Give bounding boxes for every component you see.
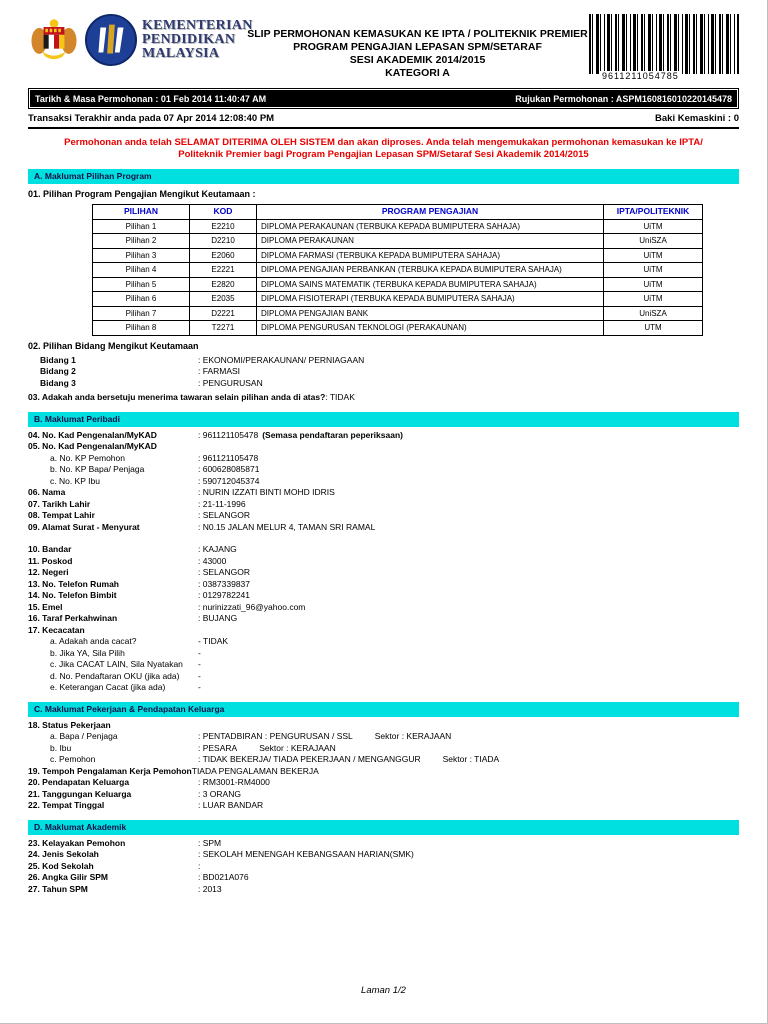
program-cell: DIPLOMA FARMASI (TERBUKA KEPADA BUMIPUTERA SAHAJA) (257, 248, 604, 263)
program-cell: UTM (604, 321, 703, 336)
program-cell: D2210 (190, 234, 257, 249)
acceptance-notice: Permohonan anda telah SELAMAT DITERIMA OLEH SISTEM dan akan diproses. Anda telah mengemukakan permohonan kemasukan ke IPTA/ Politeknik Premier bagi Program Pengajian Lepasan SPM/Setaraf Sesi Akademik 2014/2015 (64, 137, 703, 160)
program-cell: D2221 (190, 306, 257, 321)
field-row (28, 522, 739, 534)
field-value: : BD021A076 (198, 872, 249, 882)
program-cell: Pilihan 2 (93, 234, 190, 249)
field-value: : PENGURUSAN (198, 377, 263, 388)
field-row (28, 884, 739, 896)
title-line: SESI AKADEMIK 2014/2015 (349, 54, 486, 66)
q02-label: 02. Pilihan Bidang Mengikut Keutamaan (28, 340, 199, 351)
field-row (28, 625, 739, 637)
program-table-body (93, 219, 703, 335)
application-datetime: Tarikh & Masa Permohonan : 01 Feb 2014 11:40:47 AM (35, 94, 267, 104)
field-label: Bidang 3 (40, 377, 76, 388)
program-cell: UiTM (604, 277, 703, 292)
program-table-header: KOD (190, 205, 257, 220)
ministry-emblem-icon (85, 14, 137, 66)
field-label: Bidang 1 (40, 354, 76, 365)
field-row (28, 766, 739, 778)
field-row (28, 636, 739, 648)
program-cell: Pilihan 6 (93, 292, 190, 307)
barcode-bars-icon (589, 14, 739, 74)
program-cell: E2221 (190, 263, 257, 278)
field-value: : TIDAK BEKERJA/ TIADA PEKERJAAN / MENGANGGUR (198, 754, 421, 764)
malaysia-coat-of-arms-icon (28, 16, 80, 64)
document-title (246, 14, 589, 80)
section-a-header: A. Maklumat Pilihan Program (28, 169, 739, 184)
barcode (589, 14, 739, 80)
field-label: 06. Nama (28, 487, 66, 497)
field-value: : 0129782241 (198, 590, 250, 600)
field-label: 20. Pendapatan Keluarga (28, 777, 130, 787)
field-label: c. No. KP Ibu (50, 475, 100, 486)
program-cell: E2210 (190, 219, 257, 234)
section-c-header: C. Maklumat Pekerjaan & Pendapatan Keluarga (28, 702, 739, 717)
barcode-number: 9611211054785 (599, 71, 682, 81)
field-label: 15. Emel (28, 601, 63, 612)
field-row (28, 872, 739, 884)
field-value-secondary: Sektor : TIADA (442, 754, 500, 764)
field-value: : 961121105478 (198, 429, 259, 440)
ministry-name-line: PENDIDIKAN (142, 32, 236, 47)
program-cell: Pilihan 3 (93, 248, 190, 263)
program-cell: UiTM (604, 248, 703, 263)
field-label: d. No. Pendaftaran OKU (jika ada) (50, 670, 180, 681)
ministry-name-line: MALAYSIA (142, 46, 220, 61)
field-row (28, 682, 739, 694)
field-row (28, 613, 739, 625)
program-table-header: PILIHAN (93, 205, 190, 220)
academic-fields (28, 838, 739, 896)
document-header (28, 14, 739, 80)
field-row (28, 849, 739, 861)
program-cell: DIPLOMA PENGAJIAN PERBANKAN (TERBUKA KEPADA BUMIPUTERA SAHAJA) (257, 263, 604, 278)
page-number: Laman 1/2 (361, 985, 406, 996)
field-value: : nurinizzati_96@yahoo.com (198, 601, 306, 612)
field-label: 08. Tempat Lahir (28, 510, 95, 520)
field-row (28, 777, 739, 789)
field-row (28, 430, 739, 442)
field-row (28, 499, 739, 511)
field-label: b. Jika YA, Sila Pilih (50, 647, 125, 658)
program-cell: E2060 (190, 248, 257, 263)
updates-remaining: Baki Kemaskini : 0 (655, 113, 739, 124)
field-label: 16. Taraf Perkahwinan (28, 613, 118, 623)
field-row (28, 355, 739, 367)
program-cell: DIPLOMA PENGAJIAN BANK (257, 306, 604, 321)
field-label: 21. Tanggungan Keluarga (28, 788, 132, 799)
field-row (28, 800, 739, 812)
title-line: PROGRAM PENGAJIAN LEPASAN SPM/SETARAF (293, 41, 542, 53)
field-label: 24. Jenis Sekolah (28, 849, 99, 859)
program-cell: UniSZA (604, 306, 703, 321)
field-label: 04. No. Kad Pengenalan/MyKAD (28, 429, 157, 440)
program-cell: Pilihan 8 (93, 321, 190, 336)
field-label: 05. No. Kad Pengenalan/MyKAD (28, 441, 157, 451)
field-value: : FARMASI (198, 366, 241, 376)
field-label: 09. Alamat Surat - Menyurat (28, 521, 140, 532)
field-row (28, 602, 739, 614)
application-info-bar (28, 88, 739, 109)
field-value: : 3 ORANG (198, 788, 241, 799)
program-cell: T2271 (190, 321, 257, 336)
field-value: TIADA PENGALAMAN BEKERJA (191, 765, 319, 776)
field-value: - (198, 659, 201, 669)
field-label: a. Bapa / Penjaga (50, 731, 118, 741)
program-row (93, 248, 703, 263)
field-row (28, 510, 739, 522)
field-note: (Semasa pendaftaran peperiksaan) (262, 429, 403, 440)
field-value: - (198, 670, 201, 681)
field-label: 13. No. Telefon Rumah (28, 578, 119, 589)
field-value: : BUJANG (198, 613, 238, 623)
program-cell: Pilihan 1 (93, 219, 190, 234)
field-value: : PENTADBIRAN : PENGURUSAN / SSL (198, 731, 353, 741)
field-value: : 21-11-1996 (198, 498, 246, 509)
program-cell: DIPLOMA PERAKAUNAN (257, 234, 604, 249)
field-label: a. Adakah anda cacat? (50, 636, 137, 646)
field-row (28, 487, 739, 499)
last-transaction: Transaksi Terakhir anda pada 07 Apr 2014 12:08:40 PM (28, 113, 275, 124)
field-label: Bidang 2 (40, 366, 76, 376)
field-value: : (198, 860, 201, 871)
divider (28, 127, 739, 129)
program-cell: DIPLOMA PERAKAUNAN (TERBUKA KEPADA BUMIPUTERA SAHAJA) (257, 219, 604, 234)
field-value-secondary: Sektor : KERAJAAN (259, 742, 336, 753)
program-cell: E2035 (190, 292, 257, 307)
field-row (28, 659, 739, 671)
section-b-header: B. Maklumat Peribadi (28, 412, 739, 427)
program-row (93, 219, 703, 234)
field-value: - (198, 682, 201, 692)
program-row (93, 234, 703, 249)
field-value: : NURIN IZZATI BINTI MOHD IDRIS (198, 487, 335, 497)
field-value: : 2013 (198, 883, 222, 894)
program-choices-table (92, 204, 703, 336)
q01-label: 01. Pilihan Program Pengajian Mengikut Keutamaan : (28, 189, 256, 199)
field-row (28, 648, 739, 660)
title-line: KATEGORI A (385, 67, 450, 79)
transaction-row (28, 113, 739, 124)
field-label: 10. Bandar (28, 544, 72, 554)
field-row (28, 838, 739, 850)
field-row (28, 861, 739, 873)
application-reference: Rujukan Permohonan : ASPM160816010220145478 (515, 94, 732, 104)
field-value: - (198, 647, 201, 658)
field-value-secondary: Sektor : KERAJAAN (374, 731, 452, 741)
field-label: 18. Status Pekerjaan (28, 719, 111, 730)
field-label: 27. Tahun SPM (28, 883, 88, 894)
field-row (28, 743, 739, 755)
program-row (93, 263, 703, 278)
field-label: 17. Kecacatan (28, 624, 85, 635)
field-label: c. Jika CACAT LAIN, Sila Nyatakan (50, 659, 183, 669)
field-label: 07. Tarikh Lahir (28, 498, 91, 509)
field-row (28, 590, 739, 602)
field-row (28, 720, 739, 732)
field-value: : PESARA (198, 742, 238, 753)
field-label: 22. Tempat Tinggal (28, 800, 105, 810)
ministry-name-line: KEMENTERIAN (142, 18, 253, 33)
program-table-header: IPTA/POLITEKNIK (604, 205, 703, 220)
program-cell: E2820 (190, 277, 257, 292)
section-d-header: D. Maklumat Akademik (28, 820, 739, 835)
program-cell: DIPLOMA PENGURUSAN TEKNOLOGI (PERAKAUNAN) (257, 321, 604, 336)
program-cell: Pilihan 4 (93, 263, 190, 278)
field-row (28, 544, 739, 556)
personal-fields (28, 430, 739, 694)
field-value: : 0387339837 (198, 578, 250, 589)
field-value: : 590712045374 (198, 475, 260, 486)
program-cell: UniSZA (604, 234, 703, 249)
field-row (28, 556, 739, 568)
program-table-head-row (93, 205, 703, 220)
field-value: : 600628085871 (198, 464, 260, 474)
field-row (28, 731, 739, 743)
ministry-logo-block (28, 14, 253, 66)
field-value: : SELANGOR (198, 567, 250, 577)
employment-fields (28, 720, 739, 812)
field-row (28, 453, 739, 465)
field-row (28, 579, 739, 591)
program-cell: UiTM (604, 263, 703, 278)
field-label: a. No. KP Pemohon (50, 452, 125, 463)
field-label: 12. Negeri (28, 567, 69, 577)
field-label: b. Ibu (50, 742, 72, 753)
field-row (28, 441, 739, 453)
field-label: 26. Angka Gilir SPM (28, 872, 108, 882)
field-label: 25. Kod Sekolah (28, 860, 94, 871)
program-cell: Pilihan 7 (93, 306, 190, 321)
field-label: 23. Kelayakan Pemohon (28, 837, 126, 848)
program-row (93, 292, 703, 307)
field-label: 19. Tempoh Pengalaman Kerja Pemohon (28, 765, 192, 776)
program-cell: UiTM (604, 219, 703, 234)
program-row (93, 306, 703, 321)
field-row (28, 671, 739, 683)
ministry-name (142, 19, 253, 61)
field-label: c. Pemohon (50, 754, 96, 764)
field-value: : N0.15 JALAN MELUR 4, TAMAN SRI RAMAL (198, 521, 376, 532)
program-cell: Pilihan 5 (93, 277, 190, 292)
program-cell: DIPLOMA SAINS MATEMATIK (TERBUKA KEPADA BUMIPUTERA SAHAJA) (257, 277, 604, 292)
field-value: : LUAR BANDAR (198, 800, 264, 810)
field-value: : 961121105478 (198, 452, 259, 463)
bidang-fields (28, 355, 739, 390)
field-value: - TIDAK (198, 636, 229, 646)
program-cell: UiTM (604, 292, 703, 307)
field-row (28, 476, 739, 488)
field-value: : 43000 (198, 555, 227, 566)
program-row (93, 277, 703, 292)
field-row (28, 789, 739, 801)
program-row (93, 321, 703, 336)
field-value: : TIDAK (325, 392, 355, 402)
field-value: : KAJANG (198, 544, 237, 554)
field-row (28, 464, 739, 476)
field-value: : RM3001-RM4000 (198, 777, 270, 787)
field-label: 11. Poskod (28, 555, 73, 566)
field-label: 14. No. Telefon Bimbit (28, 590, 117, 600)
field-label: b. No. KP Bapa/ Penjaga (50, 464, 145, 474)
field-row (28, 754, 739, 766)
field-row (28, 392, 739, 404)
title-line: SLIP PERMOHONAN KEMASUKAN KE IPTA / POLITEKNIK PREMIER (247, 28, 588, 40)
field-value: : SELANGOR (198, 510, 250, 520)
field-label: e. Keterangan Cacat (jika ada) (50, 682, 166, 692)
field-row (28, 378, 739, 390)
field-label: 03. Adakah anda bersetuju menerima tawaran selain pilihan anda di atas? (28, 392, 326, 402)
program-table-header: PROGRAM PENGAJIAN (257, 205, 604, 220)
field-value: : SPM (198, 837, 222, 848)
field-value: : EKONOMI/PERAKAUNAN/ PERNIAGAAN (198, 354, 365, 365)
field-row (28, 567, 739, 579)
program-cell: DIPLOMA FISIOTERAPI (TERBUKA KEPADA BUMIPUTERA SAHAJA) (257, 292, 604, 307)
q03-field (28, 392, 739, 404)
field-value: : SEKOLAH MENENGAH KEBANGSAAN HARIAN(SMK) (198, 849, 414, 859)
field-row (28, 366, 739, 378)
